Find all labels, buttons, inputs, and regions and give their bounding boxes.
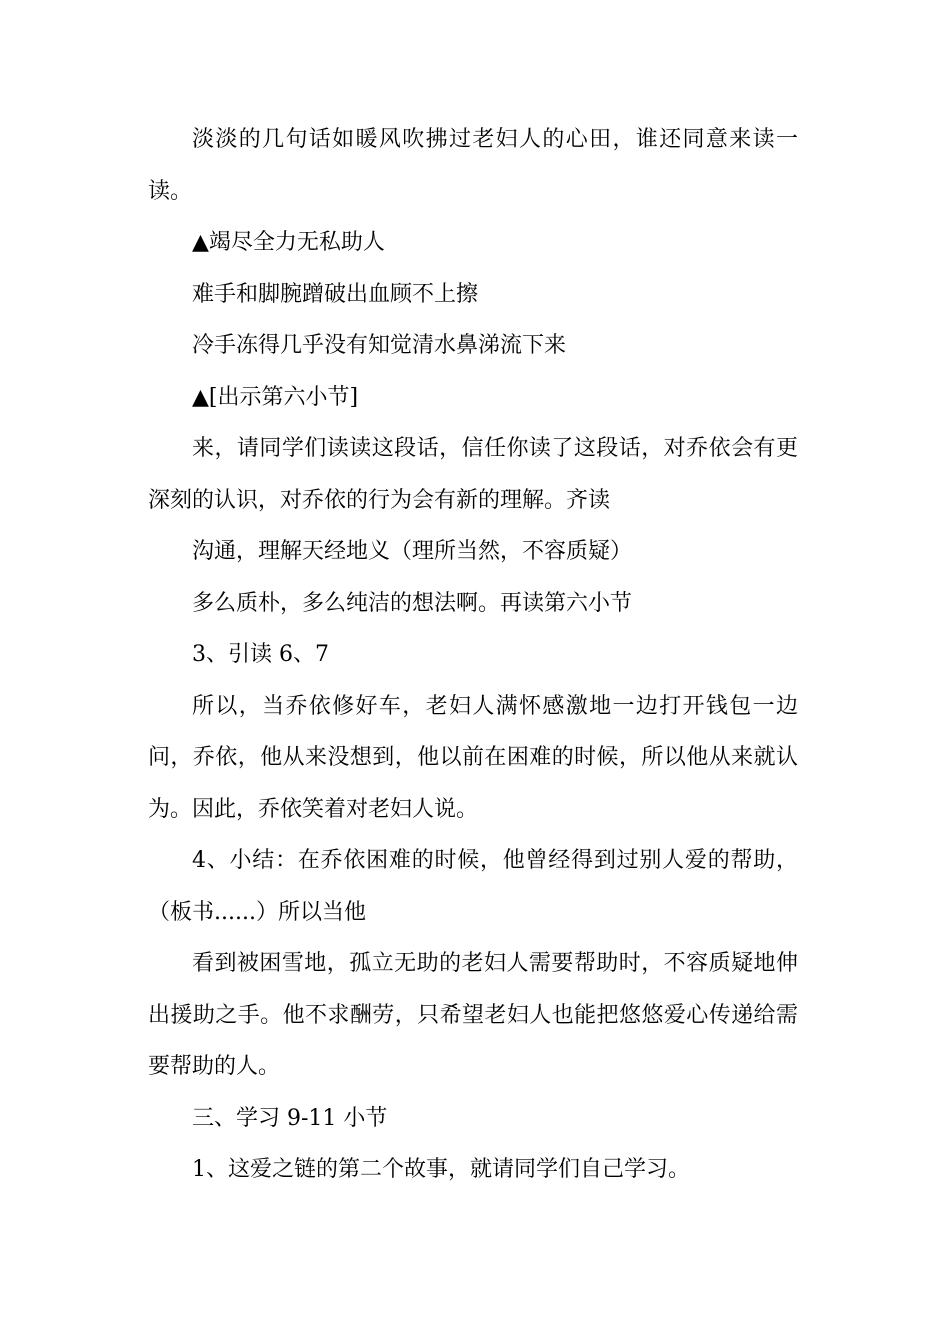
paragraph-2: ▲竭尽全力无私助人: [192, 230, 385, 255]
paragraph-3: 难手和脚腕蹭破出血顾不上擦: [192, 281, 479, 307]
paragraph-6: 来，请同学们读读这段话，信任你读了这段话，对乔依会有更深刻的认识，对乔依的行为会有新的理解。齐读: [148, 436, 798, 513]
paragraph-14: 1、这爱之链的第二个故事，就请同学们自己学习。: [192, 1157, 690, 1182]
document-body: [148, 114, 798, 1196]
paragraph-12: 看到被困雪地，孤立无助的老妇人需要帮助时，不容质疑地伸出援助之手。他不求酬劳，只希望老妇人也能把悠悠爱心传递给需要帮助的人。: [148, 951, 798, 1079]
paragraph-11: 4、小结：在乔依困难的时候，他曾经得到过别人爱的帮助，（板书......）所以当他: [148, 848, 798, 925]
paragraph-13: 三、学习 9-11 小节: [192, 1105, 388, 1131]
paragraph-5: ▲[出示第六小节]: [192, 384, 359, 410]
paragraph-9: 3、引读 6、7: [192, 642, 329, 667]
paragraph-10: 所以，当乔依修好车，老妇人满怀感激地一边打开钱包一边问，乔依，他从来没想到，他以前在困难的时候，所以他从来就认为。因此，乔依笑着对老妇人说。: [148, 693, 798, 822]
paragraph-8: 多么质朴，多么纯洁的想法啊。再读第六小节: [192, 590, 633, 616]
paragraph-7: 沟通，理解天经地义（理所当然，不容质疑）: [192, 539, 633, 564]
paragraph-4: 冷手冻得几乎没有知觉清水鼻涕流下来: [192, 333, 567, 358]
paragraph-1: 淡淡的几句话如暖风吹拂过老妇人的心田，谁还同意来读一读。: [148, 127, 798, 204]
